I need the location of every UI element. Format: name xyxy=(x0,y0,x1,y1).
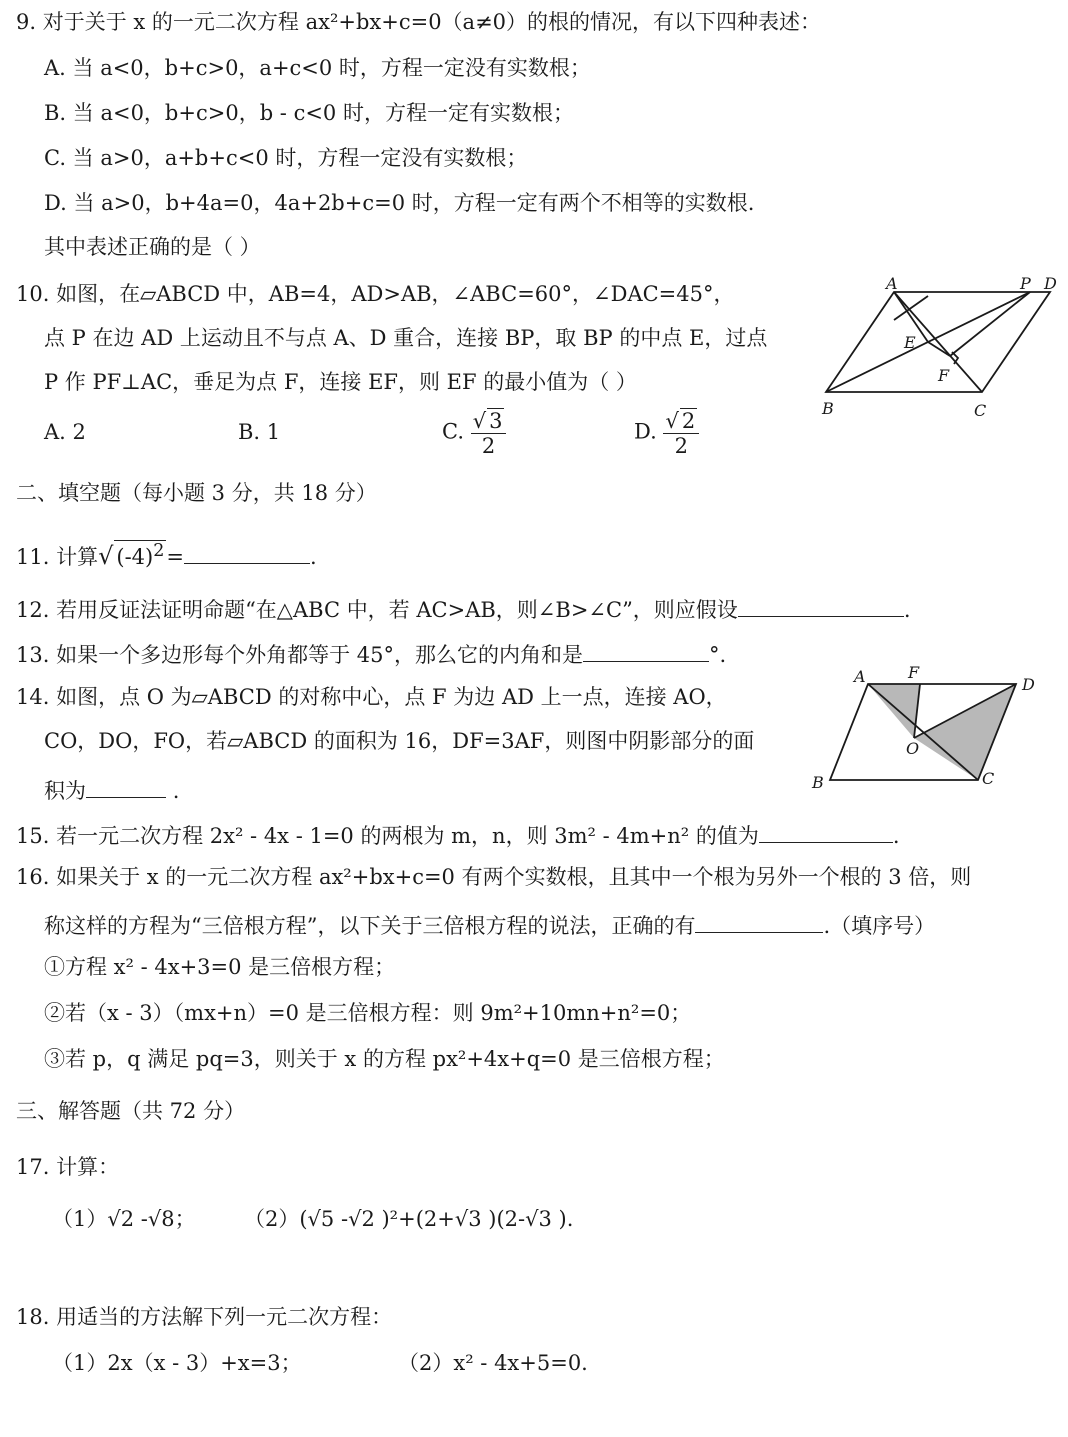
q10-option-c xyxy=(442,408,506,458)
section-3-heading: 三、解答题（共 72 分） xyxy=(16,1099,246,1123)
q15-text: 15. 若一元二次方程 2x² - 4x - 1=0 的两根为 m，n，则 3m² - 4m+n² 的值为 xyxy=(16,824,759,849)
q13-answer-blank[interactable] xyxy=(583,639,709,662)
q10-option-a: A. 2 xyxy=(44,420,86,444)
q11-exponent: 2 xyxy=(153,541,165,561)
q10-label-c: C xyxy=(974,401,987,420)
q17-part-1: （1）√2 -√8； xyxy=(52,1207,196,1231)
q14-label-d: D xyxy=(1022,675,1035,694)
q11: 11. 计算√ $(-4)^2=$ . xyxy=(16,541,317,570)
q9-option-c: C. 当 a>0，a+b+c<0 时，方程一定没有实数根； xyxy=(44,146,528,170)
q10-label-p: P xyxy=(1020,276,1031,293)
q10-option-b: B. 1 xyxy=(238,420,281,444)
q10-label-d: D xyxy=(1044,276,1057,293)
q10-label-b: B xyxy=(822,399,834,418)
q13-suffix: °. xyxy=(708,643,727,668)
q15 xyxy=(16,820,900,849)
q10-option-c-denominator: 2 xyxy=(481,434,496,459)
q10-option-c-fraction: $\frac{√ 3}{2}$ xyxy=(471,408,507,458)
q11-answer-blank[interactable] xyxy=(184,541,310,564)
q11-radicand-base: (-4) xyxy=(116,545,154,569)
q14-label-c: C xyxy=(982,769,995,788)
q10-option-d-radicand: 2 xyxy=(681,409,696,433)
q11-equals: = xyxy=(166,545,184,569)
q10-option-c-radicand: 3 xyxy=(489,409,503,433)
q16-line1: 16. 如果关于 x 的一元二次方程 ax²+bx+c=0 有两个实数根，且其中一个根为另外一个根的 3 倍，则 xyxy=(16,865,972,889)
q10-label-a: A xyxy=(886,276,898,293)
q10-line3: P 作 PF⊥AC，垂足为点 F，连接 EF，则 EF 的最小值为（ ） xyxy=(44,370,637,394)
q16-item-3: ③若 p，q 满足 pq=3，则关于 x 的方程 px²+4x+q=0 是三倍根方程； xyxy=(44,1047,725,1071)
q12-answer-blank[interactable] xyxy=(738,594,904,617)
q16-line2-suffix: .（填序号） xyxy=(823,914,936,939)
q16-answer-blank[interactable] xyxy=(695,910,823,933)
q15-period: . xyxy=(892,824,900,849)
q9-stem: 9. 对于关于 x 的一元二次方程 ax²+bx+c=0（a≠0）的根的情况，有以下四种表述： xyxy=(16,10,822,34)
q14-shaded-triangle-afo xyxy=(868,684,920,738)
q16-line2-text: 称这样的方程为“三倍根方程”，以下关于三倍根方程的说法，正确的有 xyxy=(44,914,696,939)
q14-label-f: F xyxy=(908,663,920,682)
q14-period: . xyxy=(172,779,180,804)
q13-text: 13. 如果一个多边形每个外角都等于 45°，那么它的内角和是 xyxy=(16,643,583,668)
q13 xyxy=(16,639,726,668)
q11-radicand xyxy=(114,540,166,570)
q9-option-b: B. 当 a<0，b+c>0，b - c<0 时，方程一定有实数根； xyxy=(44,101,574,125)
section-2-heading: 二、填空题（每小题 3 分，共 18 分） xyxy=(16,481,377,505)
q10-parallelogram-figure xyxy=(812,276,1062,426)
q11-prefix: 11. 计算 xyxy=(16,545,99,569)
q10-option-d xyxy=(634,408,699,458)
q14-label-b: B xyxy=(812,773,824,792)
q18-part-2: （2）x² - 4x+5=0. xyxy=(398,1351,588,1375)
q14-line3 xyxy=(44,775,179,804)
q14-label-a: A xyxy=(854,667,866,686)
q14-line3-text: 积为 xyxy=(44,779,86,804)
q10-line1: 10. 如图，在▱ABCD 中，AB=4，AD>AB，∠ABC=60°，∠DAC=45°， xyxy=(16,282,735,306)
q10-segment-pf xyxy=(950,292,1030,356)
q10-option-d-label: D. xyxy=(634,419,657,444)
q15-answer-blank[interactable] xyxy=(759,820,893,843)
q17-part-2: （2）(√5 -√2 )²+(2+√3 )(2-√3 ). xyxy=(244,1207,574,1231)
q18-title: 18. 用适当的方法解下列一元二次方程： xyxy=(16,1305,393,1329)
q12-text: 12. 若用反证法证明命题“在△ABC 中，若 AC>AB，则∠B>∠C”，则应假设 xyxy=(16,598,738,623)
q12 xyxy=(16,594,911,623)
q17-title: 17. 计算： xyxy=(16,1155,120,1179)
q10-option-d-denominator: 2 xyxy=(674,434,689,459)
q10-label-f: F xyxy=(938,366,950,385)
q12-period: . xyxy=(903,598,911,623)
q18-part-1: （1）2x（x - 3）+x=3； xyxy=(52,1351,302,1375)
q14-parallelogram-figure xyxy=(808,660,1044,794)
q10-option-c-label: C. xyxy=(442,419,464,444)
q14-shaded-triangle-odc xyxy=(914,684,1016,780)
q9-option-d: D. 当 a>0，b+4a=0，4a+2b+c=0 时，方程一定有两个不相等的实数根. xyxy=(44,191,755,215)
q11-period: . xyxy=(309,545,317,569)
q14-line2: CO，DO，FO，若▱ABCD 的面积为 16，DF=3AF，则图中阴影部分的面 xyxy=(44,729,755,753)
q10-line2: 点 P 在边 AD 上运动且不与点 A、D 重合，连接 BP，取 BP 的中点 E，过点 xyxy=(44,326,768,350)
q9-question-tail: 其中表述正确的是（ ） xyxy=(44,235,261,259)
q14-label-o: O xyxy=(906,739,920,758)
q10-label-e: E xyxy=(904,333,916,352)
q16-item-2: ②若（x - 3）（mx+n）=0 是三倍根方程：则 9m²+10mn+n²=0； xyxy=(44,1001,692,1025)
q9-option-a: A. 当 a<0，b+c>0，a+c<0 时，方程一定没有实数根； xyxy=(44,56,591,80)
q16-line2 xyxy=(44,910,935,939)
q14-answer-blank[interactable] xyxy=(86,775,166,798)
q16-item-1: ①方程 x² - 4x+3=0 是三倍根方程； xyxy=(44,955,396,979)
q10-option-d-fraction: $\frac{√ 2}{2}$ xyxy=(663,408,699,458)
q14-line1: 14. 如图，点 O 为▱ABCD 的对称中心，点 F 为边 AD 上一点，连接 AO， xyxy=(16,685,727,709)
